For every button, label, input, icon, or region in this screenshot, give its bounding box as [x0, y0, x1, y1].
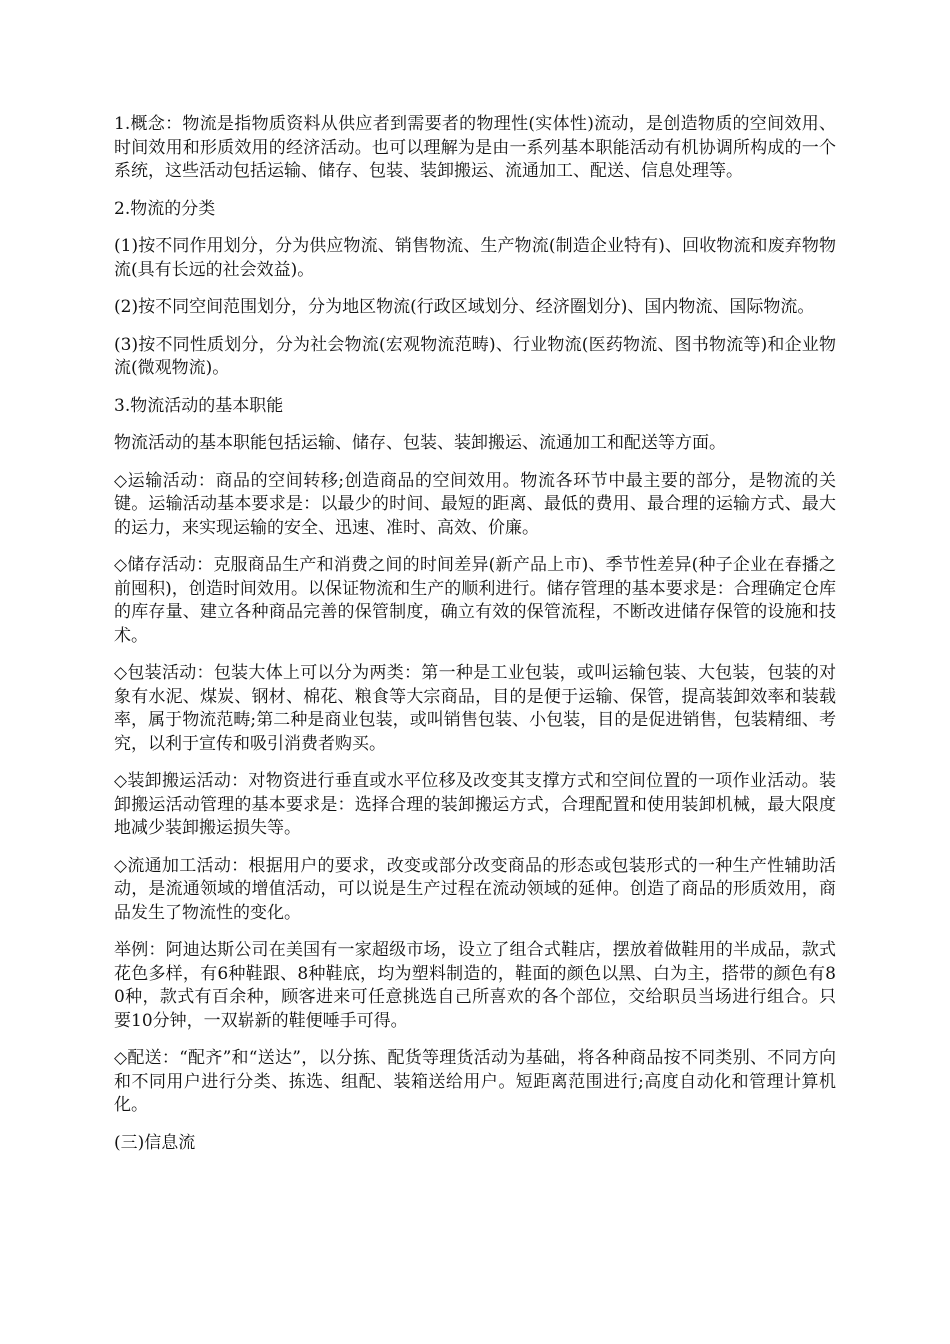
paragraph-storage: ◇储存活动：克服商品生产和消费之间的时间差异(新产品上市)、季节性差异(种子企业在春播之前囤积)，创造时间效用。以保证物流和生产的顺利进行。储存管理的基本要求是：合理确定仓库的库存量、建立各种商品完善的保管制度，确立有效的保管流程，不断改进储存保管的设施和技术。: [114, 555, 836, 646]
paragraph-basic-functions: 物流活动的基本职能包括运输、储存、包装、装卸搬运、流通加工和配送等方面。: [114, 433, 726, 453]
paragraph-distribution: ◇配送：“配齐”和“送达”，以分拣、配货等理货活动为基础，将各种商品按不同类别、不同方向和不同用户进行分类、拣选、组配、装箱送给用户。短距离范围进行;高度自动化和管理计算机化。: [114, 1048, 836, 1115]
paragraph-transport: ◇运输活动：商品的空间转移;创造商品的空间效用。物流各环节中最主要的部分，是物流的关键。运输活动基本要求是：以最少的时间、最短的距离、最低的费用、最合理的运输方式、最大的运力，来实现运输的安全、迅速、准时、高效、价廉。: [114, 470, 836, 538]
paragraph-classification-2: (2)按不同空间范围划分，分为地区物流(行政区域划分、经济圈划分)、国内物流、国际物流。: [114, 297, 815, 317]
heading-classification: 2.物流的分类: [114, 198, 216, 219]
heading-basic-functions: 3.物流活动的基本职能: [114, 395, 284, 416]
document-body: [114, 113, 836, 1169]
paragraph-concept: 1.概念：物流是指物质资料从供应者到需要者的物理性(实体性)流动，是创造物质的空间效用、时间效用和形质效用的经济活动。也可以理解为是由一系列基本职能活动有机协调所构成的一个系统，这些活动包括运输、储存、包装、装卸搬运、流通加工、配送、信息处理等。: [114, 114, 836, 181]
paragraph-packaging: ◇包装活动：包装大体上可以分为两类：第一种是工业包装，或叫运输包装、大包装，包装的对象有水泥、煤炭、钢材、棉花、粮食等大宗商品，目的是便于运输、保管，提高装卸效率和装载率，属于物流范畴;第二种是商业包装，或叫销售包装、小包装，目的是促进销售，包装精细、考究，以利于宣传和吸引消费者购买。: [114, 663, 836, 754]
paragraph-example: 举例：阿迪达斯公司在美国有一家超级市场，设立了组合式鞋店，摆放着做鞋用的半成品，款式花色多样，有6种鞋跟、8种鞋底，均为塑料制造的，鞋面的颜色以黑、白为主，搭带的颜色有80种，款式有百余种，顾客进来可任意挑选自己所喜欢的各个部位，交给职员当场进行组合。只要10分钟，一双崭新的鞋便唾手可得。: [114, 940, 836, 1031]
paragraph-handling: ◇装卸搬运活动：对物资进行垂直或水平位移及改变其支撑方式和空间位置的一项作业活动。装卸搬运活动管理的基本要求是：选择合理的装卸搬运方式，合理配置和使用装卸机械，最大限度地减少装卸搬运损失等。: [114, 771, 836, 838]
heading-information-flow: (三)信息流: [114, 1132, 196, 1153]
paragraph-classification-1: (1)按不同作用划分，分为供应物流、销售物流、生产物流(制造企业特有)、回收物流和废弃物物流(具有长远的社会效益)。: [114, 236, 836, 280]
paragraph-processing: ◇流通加工活动：根据用户的要求，改变或部分改变商品的形态或包装形式的一种生产性辅助活动，是流通领域的增值活动，可以说是生产过程在流动领域的延伸。创造了商品的形质效用，商品发生了物流性的变化。: [114, 855, 836, 923]
paragraph-classification-3: (3)按不同性质划分，分为社会物流(宏观物流范畴)、行业物流(医药物流、图书物流等)和企业物流(微观物流)。: [114, 334, 836, 378]
